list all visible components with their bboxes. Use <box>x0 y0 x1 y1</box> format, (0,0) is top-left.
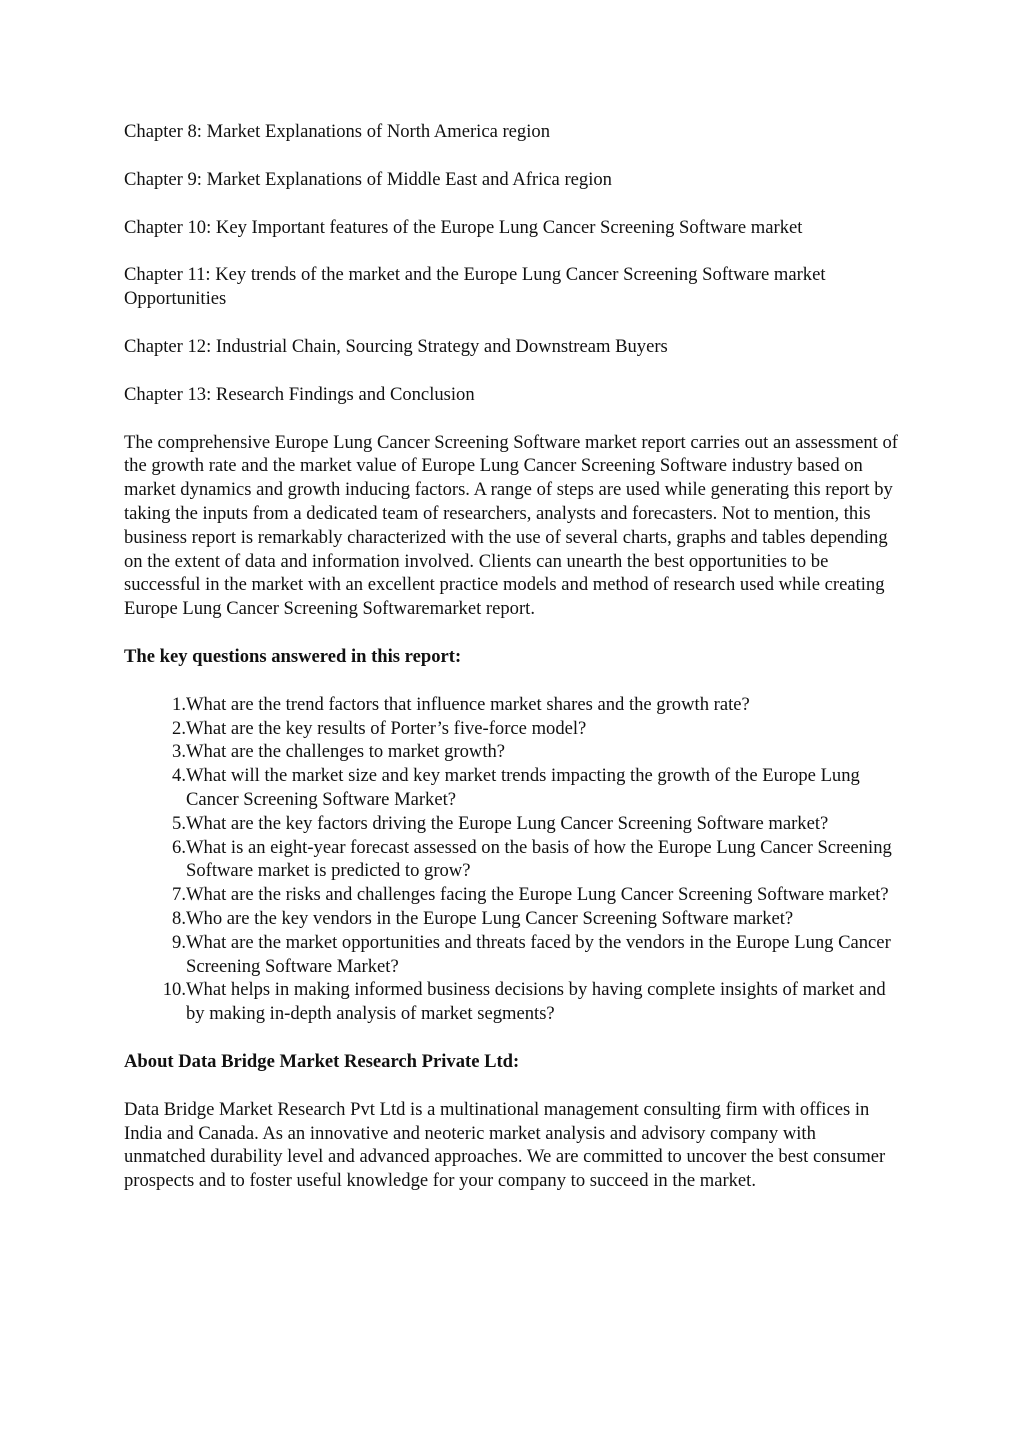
list-item-number: 3. <box>172 741 186 763</box>
chapter-10-line: Chapter 10: Key Important features of the Europe Lung Cancer Screening Software market <box>124 216 803 238</box>
list-item-text: What helps in making informed business decisions by having complete insights of market and by making in-depth analysis of market segments? <box>186 979 886 1025</box>
list-item-text: What are the key results of Porter’s five-force model? <box>186 717 587 739</box>
list-item-text: What will the market size and key market trends impacting the growth of the Europe Lung Cancer Screening Software Market? <box>186 765 860 810</box>
list-item <box>124 931 902 979</box>
list-item-number: 10. <box>162 979 186 1001</box>
list-item-number: 6. <box>172 836 186 858</box>
intro-paragraph: The comprehensive Europe Lung Cancer Screening Software market report carries out an assessment of the growth rate and the market value of Europe Lung Cancer Screening Software industry based on market dynamics and growth inducing factors. A range of steps are used while generating this report by taking the inputs from a dedicated team of researchers, analysts and forecasters. Not to mention, this business report is remarkably characterized with the use of several charts, graphs and tables depending on the extent of data and information involved. Clients can unearth the best opportunities to be successful in the market with an excellent practice models and method of research used while creating Europe Lung Cancer Screening Softwaremarket report. <box>124 431 898 620</box>
list-item-number: 7. <box>172 884 186 906</box>
list-item <box>124 836 902 884</box>
list-item-text: What is an eight-year forecast assessed on the basis of how the Europe Lung Cancer Screening Software market is predicted to grow? <box>186 836 892 882</box>
list-item-number: 5. <box>172 812 186 834</box>
chapter-11-line: Chapter 11: Key trends of the market and the Europe Lung Cancer Screening Software market Opportunities <box>124 264 826 310</box>
list-item <box>124 907 902 931</box>
chapter-12-line: Chapter 12: Industrial Chain, Sourcing Strategy and Downstream Buyers <box>124 335 668 357</box>
list-item <box>124 693 902 717</box>
list-item <box>124 764 902 812</box>
list-item-number: 4. <box>172 765 186 787</box>
list-item-text: What are the trend factors that influence market shares and the growth rate? <box>186 693 750 715</box>
list-item-number: 9. <box>172 931 186 953</box>
list-item-text: What are the key factors driving the Europe Lung Cancer Screening Software market? <box>186 812 829 834</box>
list-item-text: What are the market opportunities and threats faced by the vendors in the Europe Lung Cancer Screening Software Market? <box>186 931 891 977</box>
list-item-text: What are the challenges to market growth? <box>186 741 506 763</box>
list-item <box>124 740 902 764</box>
list-item-text: What are the risks and challenges facing the Europe Lung Cancer Screening Software market? <box>186 884 889 906</box>
about-paragraph: Data Bridge Market Research Pvt Ltd is a multinational management consulting firm with offices in India and Canada. As an innovative and neoteric market analysis and advisory company with unmatched durability level and advanced approaches. We are committed to uncover the best consumer prospects and to foster useful knowledge for your company to succeed in the market. <box>124 1098 886 1192</box>
list-item-text: Who are the key vendors in the Europe Lung Cancer Screening Software market? <box>186 907 794 929</box>
list-item <box>124 978 902 1026</box>
list-item-number: 8. <box>172 907 186 929</box>
chapter-9-line: Chapter 9: Market Explanations of Middle East and Africa region <box>124 168 612 190</box>
about-heading: About Data Bridge Market Research Private Ltd: <box>124 1050 520 1072</box>
list-item-number: 1. <box>172 693 186 715</box>
list-item <box>124 717 902 741</box>
list-item <box>124 812 902 836</box>
chapter-13-line: Chapter 13: Research Findings and Conclusion <box>124 383 475 405</box>
list-item <box>124 883 902 907</box>
document-page <box>124 120 902 1217</box>
questions-heading: The key questions answered in this report: <box>124 645 462 667</box>
list-item-number: 2. <box>172 717 186 739</box>
questions-list <box>124 693 902 1026</box>
chapter-8-line: Chapter 8: Market Explanations of North America region <box>124 121 550 142</box>
